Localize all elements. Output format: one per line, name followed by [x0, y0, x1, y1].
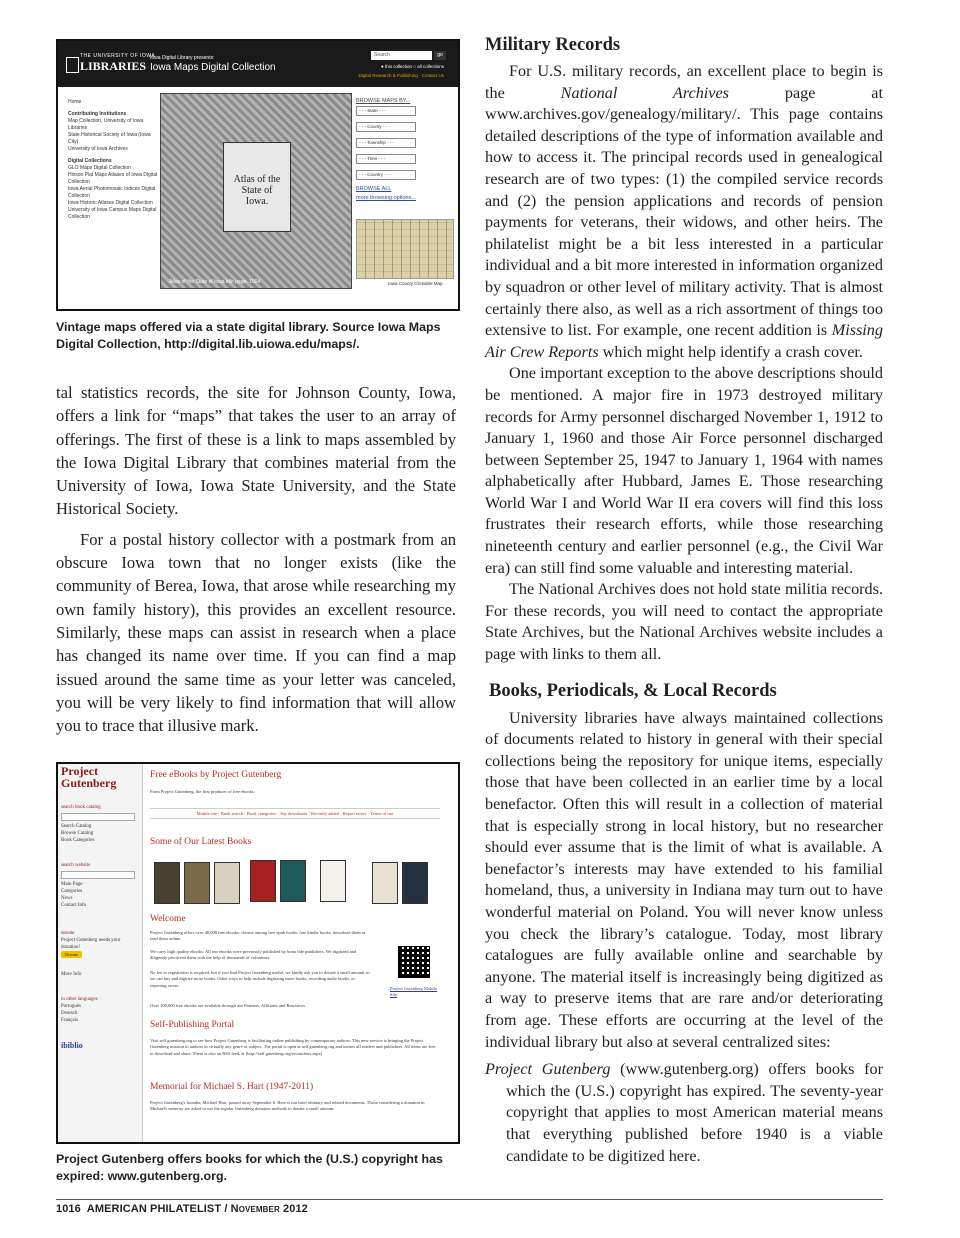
language-link[interactable]: Português [61, 1004, 81, 1009]
search-catalog-block [61, 804, 139, 844]
selfpub-para: Visit self.gutenberg.org to see how Project Gutenberg is facilitating online publishing by contemporary authors. This new service is bringing the Project Gutenberg mission to authors in virtually any genre or subject. The portal is open at self.gutenberg.org and invites all readers and publishers. All items are free to download and share. There is also an RSS feed, at [http://self.gutenberg.org/rss/authors.aspx] [150, 1038, 436, 1056]
books-periodicals-heading: Books, Periodicals, & Local Records [489, 680, 777, 701]
issue-date: November 2012 [230, 1203, 308, 1215]
contributing-link[interactable]: Map Collection, University of Iowa Libraries [68, 118, 144, 131]
iowa-maps-screenshot [56, 39, 460, 311]
book-cover[interactable] [280, 860, 306, 902]
gutenberg-title: Free eBooks by Project Gutenberg [150, 770, 282, 780]
township-select[interactable]: - - - Township - - - [356, 138, 416, 148]
iowa-county-map[interactable] [356, 219, 454, 279]
text-run: page at www.archives.gov/genealogy/military/. This page contains detailed descriptions of the type of information available and how to access it. The principal records used in genealogical research are of two types: (1) the compiled service records and (2) the pension applications and records of pension payments for veterans, their widows, and other heirs. The philatelist might be a bit less interested in a particular individual and a bit more interested in information organized by squadron or other level of military activity. That is almost certainly there also, as well as a rich assortment of things too extensive to list. For example, one recent addition is [485, 83, 883, 340]
figure2-caption: Project Gutenberg offers books for which the (U.S.) copyright has expired: www.gutenberg.org. [56, 1152, 443, 1183]
digital-collection-link[interactable]: Iowa Historic Atlases Digital Collection [68, 200, 153, 206]
book-cover[interactable] [372, 862, 398, 904]
county-select[interactable]: - - - County - - - [356, 122, 416, 132]
digital-collection-link[interactable]: Hixson Plat Maps Atlases of Iowa Digital Collection [68, 172, 158, 185]
left-paragraph-1: tal statistics records, the site for Johnson County, Iowa, offers a link for “maps” that takes the user to an array of offerings. The first of these is a link to maps assembled by the Iowa Digital Library that combines material from the University of Iowa, Iowa State University, and the State Historical Society. [56, 383, 456, 519]
browse-all-link[interactable]: BROWSE ALL [356, 186, 392, 192]
missing-air-crew-em: Missing Air Crew Reports [485, 321, 883, 361]
left-paragraph-2: For a postal history collector with a postmark from an obscure Iowa town that no longer exists (like the community of Berea, Iowa, that arose while researching my own family history), this provides an excellent resource. Similarly, these maps can assist in research when a place has changed its name over time. If you can find a map issued around the same time as your letter was canceled, you will be very likely to find information that will allow you to trace that illusive mark. [56, 529, 456, 736]
iowa-presents: Iowa Digital Library presents: [150, 55, 215, 61]
search-website-label: search website [61, 863, 91, 868]
text-run: (www.gutenberg.org) offers books for which the (U.S.) copyright has expired. The seventy-year copyright that applies to most American material means that everything published before 1940 is a viable candidate to be digitized here. [506, 1060, 883, 1165]
donate-text: Project Gutenberg needs your donation! [61, 938, 121, 950]
iowa-go-button[interactable]: go [434, 51, 446, 60]
iowa-search-input[interactable]: Search [371, 51, 432, 60]
qr-code-icon[interactable] [398, 946, 430, 978]
footer-separator: / [221, 1203, 231, 1215]
military-paragraph-3: The National Archives does not hold state militia records. For these records, you will need to contact the appropriate State Archives, but the National Archives website includes a page with links to them all. [485, 580, 883, 664]
website-search-input[interactable] [61, 871, 135, 879]
search-website-block [61, 862, 139, 909]
university-seal-icon [66, 57, 79, 73]
right-column [485, 35, 883, 1167]
left-column [56, 381, 456, 737]
sidebar-nav-item[interactable]: Search Catalog [61, 824, 92, 829]
digital-collection-link[interactable]: University of Iowa Campus Maps Digital Collection [68, 207, 157, 220]
iowa-collection-title: Iowa Maps Digital Collection [150, 62, 276, 73]
language-link[interactable]: Deutsch [61, 1011, 78, 1016]
journal-name: AMERICAN PHILATELIST [86, 1203, 222, 1215]
iowa-browse-panel [356, 98, 456, 201]
iowa-libraries-logo[interactable]: LIBRARIES [80, 59, 147, 73]
books-paragraph-1: University libraries have always maintained collections of documents related to history in general with their special collections being the repository for unique items, especially those that have been collected in an earlier time by a local benefactor. Often this will result in a collection of material that is especially strong in local history, but no researcher should ever assume that is the limit of what is available. A benefactor’s interests may have extended to his familial homeland, thus, a university in Indiana may turn out to have wonderful material on Poland. You will never know unless you check the library’s catalogue. Today, most library catalogues are fully available online and searchable by anyone. The material itself is increasingly being digitized as a way to preserve items that are rare and/or deteriorating from age. These efforts are occurring at the level of the individual library but also at several centralized sites: [485, 708, 883, 1051]
text-run: which might help identify a crash cover. [598, 342, 863, 361]
books-paragraph-2 [485, 1059, 883, 1167]
page-number: 1016 [56, 1203, 81, 1215]
welcome-para-3: No fee or registration is required, but if you find Project Gutenberg useful, we kindly ask you to donate a small amount so we can buy and digitize more books. Other ways to help include digitizing more books, recording audio books, or reporting errors. [150, 970, 370, 988]
digital-collections-heading: Digital Collections [68, 158, 112, 164]
iowa-search-options[interactable]: ● this collection ○ all collections [381, 64, 444, 69]
contributing-link[interactable]: State Historical Society of Iowa (Iowa City) [68, 132, 151, 145]
donate-button[interactable]: Donate [61, 951, 82, 958]
sidebar-nav-item[interactable]: Contact Info [61, 903, 87, 908]
state-select[interactable]: - - - State - - - [356, 106, 416, 116]
military-records-heading: Military Records [485, 35, 621, 55]
national-archives-em: National Archives [560, 83, 729, 102]
contributing-link[interactable]: University of Iowa Archives [68, 146, 128, 152]
military-paragraph-2: One important exception to the above descriptions should be mentioned. A major fire in 1973 destroyed military records for Army personnel discharged November 1, 1912 to January 1, 1960 and those Air Force personnel discharged between September 25, 1947 to January 1, 1964 with names alphabetically after Hubbard, James E. Those researching World War I and World War II era covers will find this loss frustrates their research efforts, while those researching nineteenth century and earlier personnel (e.g., the Civil War era) can still find some valuable and interesting material. [485, 364, 883, 577]
selfpub-heading: Self-Publishing Portal [150, 1020, 235, 1030]
sidebar-nav-item[interactable]: News [61, 896, 73, 901]
digital-collection-link[interactable]: GLO Maps Digital Collection [68, 165, 131, 171]
iowa-home-link[interactable]: Home [68, 99, 82, 105]
language-link[interactable]: Français [61, 1018, 78, 1023]
book-cover[interactable] [214, 862, 240, 904]
latest-books-heading: Some of Our Latest Books [150, 837, 252, 847]
sidebar-nav-item[interactable]: Categories [61, 889, 83, 894]
welcome-para-4: Over 100,000 free ebooks are available through our Partners, Affiliates and Resources. [150, 1003, 307, 1008]
sidebar-nav-item[interactable]: Browse Catalog [61, 831, 94, 836]
logo-line-1: Project [61, 764, 99, 778]
contributing-heading: Contributing Institutions [68, 111, 127, 117]
text-run: For U.S. military records, an excellent place to begin is the [485, 62, 883, 102]
welcome-para-2: We carry high quality ebooks: All our ebooks were previously published by bona fide publishers. We digitized and diligently proofread them with the help of thousands of volunteers. [150, 949, 357, 961]
ibiblio-logo[interactable]: ibiblio [61, 1041, 83, 1050]
gutenberg-logo[interactable] [61, 765, 116, 789]
logo-line-2: Gutenberg [61, 776, 117, 790]
gutenberg-subtitle: From Project Gutenberg, the first producer of free ebooks. [150, 789, 255, 794]
qr-caption[interactable]: Project Gutenberg Mobile Site [390, 986, 437, 998]
sidebar-nav-item[interactable]: Main Page [61, 882, 83, 887]
gutenberg-sidebar [58, 764, 143, 1142]
iowa-header [58, 41, 458, 87]
iowa-left-nav [68, 99, 158, 221]
donate-heading: donate [61, 931, 75, 936]
country-select[interactable]: - - - Country - - - [356, 170, 416, 180]
welcome-heading: Welcome [150, 914, 186, 924]
browse-heading: BROWSE MAPS BY... [356, 98, 411, 104]
catalog-search-input[interactable] [61, 813, 135, 821]
iowa-map-caption: Iowa County Clickable Map [388, 281, 443, 286]
book-cover[interactable] [402, 862, 428, 904]
memorial-heading: Memorial for Michael S. Hart (1947-2011) [150, 1082, 314, 1092]
gutenberg-screenshot [56, 762, 460, 1144]
figure1-caption: Vintage maps offered via a state digital library. Source Iowa Maps Digital Collection, http://digital.lib.uiowa.edu/maps/. [56, 320, 441, 351]
book-cover[interactable] [250, 860, 276, 902]
more-browsing-link[interactable]: more browsing options... [356, 195, 416, 201]
poster-atlas-title: Atlas of the State of Iowa. [233, 174, 281, 207]
book-cover[interactable] [320, 860, 346, 902]
sidebar-nav-item[interactable]: Book Categories [61, 838, 95, 843]
digital-collection-link[interactable]: Iowa Aerial Photomosaic Indices Digital Collection [68, 186, 156, 199]
iowa-header-links[interactable]: Digital Research & Publishing · Contact Us [358, 73, 444, 78]
search-catalog-label: search book catalog [61, 805, 101, 810]
languages-block [61, 996, 139, 1024]
footer-rule [56, 1199, 883, 1200]
donate-block [61, 930, 139, 978]
atlas-poster-image [160, 93, 352, 289]
project-gutenberg-em: Project Gutenberg [485, 1060, 611, 1079]
military-paragraph-1 [485, 61, 883, 363]
page-footer [56, 1203, 308, 1215]
book-cover[interactable] [184, 862, 210, 904]
more-info-link[interactable]: More Info [61, 972, 82, 977]
iowa-university-label: THE UNIVERSITY OF IOWA [80, 53, 156, 59]
poster-caption: Atlas of the State of Iowa title page, 1904 [169, 279, 261, 285]
welcome-para-1: Project Gutenberg offers over 40,000 free ebooks: choose among free epub books, free kindle books, download them or read them online. [150, 930, 366, 942]
memorial-para: Project Gutenberg's founder, Michael Hart, passed away September 6. Here is our brief obituary and related documents. Those considering a donation in Michael's memory are asked to use the regular Gutenberg donation methods to donate a small amount. [150, 1100, 425, 1112]
time-select[interactable]: - - - Time - - - [356, 154, 416, 164]
book-cover[interactable] [154, 862, 180, 904]
languages-heading: in other languages [61, 997, 98, 1002]
gutenberg-navbar[interactable]: Mobile site · Book search · Book categories · Top downloads · Recently added · Report errors · Terms of use [150, 808, 440, 819]
